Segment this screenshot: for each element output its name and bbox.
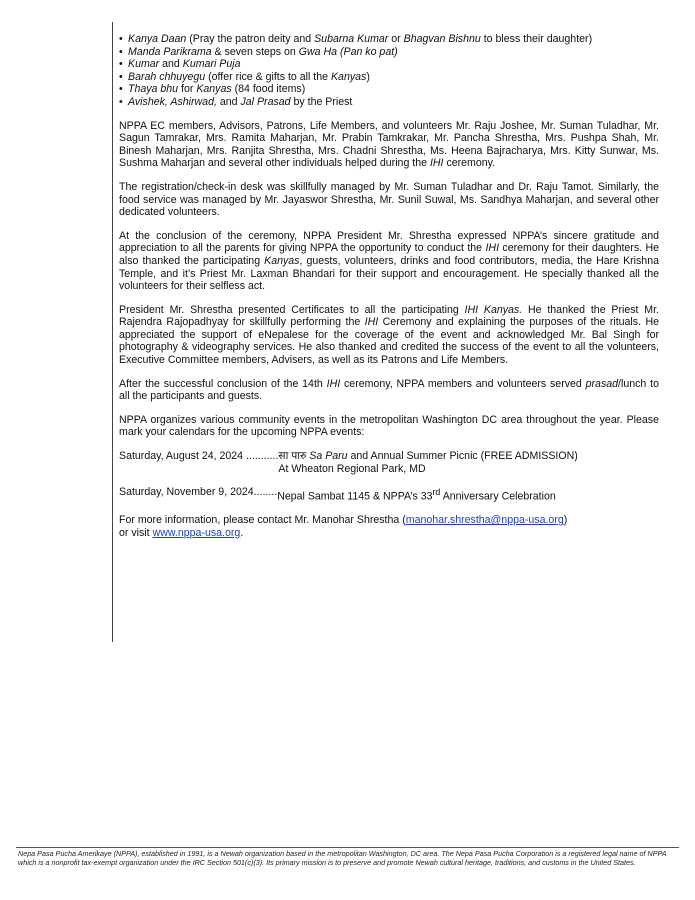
- text-run: After the successful conclusion of the 14th: [119, 377, 327, 390]
- text-run: NPPA organizes various community events in the metropolitan Washington DC area throughout the year. Please mark your calendars for the upcoming NPPA events:: [119, 413, 659, 439]
- event-date: Saturday, November 9, 2024........: [119, 486, 278, 499]
- contact-text: ): [563, 514, 568, 527]
- event-description: [277, 486, 659, 503]
- ritual-item: [119, 46, 659, 59]
- text-run: and: [216, 95, 241, 108]
- italic-term: Kanyas: [330, 70, 367, 83]
- footer-note: Nepa Pasa Pucha Amerikaye (NPPA), established in 1991, is a Newah organization based in the metropolitan Washington, DC area. The Nepa Pasa Pucha Corporation is a registered legal name of NPPA which is a nonprofit tax-exempt organization under the IRC Section 501(c)(3). Its primary mission is to preserve and promote Newah cultural heritage, traditions, and customs in the United States.: [18, 849, 667, 867]
- italic-term: IHI: [485, 242, 500, 255]
- italic-term: Kumar: [128, 58, 160, 71]
- ritual-item: [119, 96, 659, 109]
- italic-term: Subarna Kumar: [314, 33, 389, 45]
- italic-term: Bhagvan Bishnu: [403, 33, 481, 45]
- text-run: (Pray the patron deity and: [186, 33, 315, 45]
- contact-paragraph: [119, 514, 659, 539]
- text-run: At the conclusion of the ceremony, NPPA President Mr. Shrestha expressed NPPA’s sincere gratitude and appreciation to all the parents for giving NPPA the opportunity to conduct the: [119, 229, 659, 255]
- italic-term: IHI: [429, 157, 444, 170]
- paragraph: [119, 304, 659, 367]
- left-vertical-rule: [112, 22, 113, 642]
- event-name: Sa Paru: [309, 450, 348, 463]
- text-run: & seven steps on: [211, 45, 299, 58]
- italic-term: Kanya Daan: [128, 33, 187, 45]
- event-details: and Annual Summer Picnic (FREE ADMISSION): [347, 450, 578, 463]
- italic-term: Barah chhuyegu: [128, 70, 206, 83]
- text-run: NPPA EC members, Advisors, Patrons, Life Members, and volunteers Mr. Raju Joshee, Mr. Suman Tuladhar, Mr. Sagun Tamrakar, Mrs. Ramita Maharjan, Mr. Prabin Tamkrakar, Mr. Pancha Shrestha, Mrs. Pushpa Shah, Mr. Binesh Maharjan, Mrs. Ranjita Shrestha, Mrs. Chadni Shrestha, Ms. Heena Bajracharya, Mrs. Kitty Sunwar, Ms. Sushma Maharjan and several other individuals helped during the: [119, 119, 659, 170]
- event-sa-paru: [119, 450, 659, 475]
- italic-term: Avishek, Ashirwad,: [128, 95, 217, 108]
- text-run: to bless their daughter): [480, 33, 593, 45]
- text-run: ): [366, 70, 370, 83]
- event-description: [278, 450, 659, 475]
- italic-term: Thaya bhu: [128, 83, 179, 96]
- website-link[interactable]: www.nppa-usa.org: [152, 526, 241, 539]
- ritual-item: [119, 58, 659, 71]
- event-date: Saturday, August 24, 2024 ...........: [119, 450, 279, 463]
- event-location: At Wheaton Regional Park, MD: [278, 462, 426, 475]
- text-run: President Mr. Shrestha presented Certificates to all the participating: [119, 303, 465, 316]
- ordinal-suffix: rd: [432, 487, 441, 498]
- italic-term: Kanyas: [264, 254, 300, 267]
- event-text: Anniversary Celebration: [440, 490, 556, 503]
- email-link[interactable]: manohar.shrestha@nppa-usa.org: [405, 514, 564, 527]
- paragraph: [119, 230, 659, 293]
- contact-text: or visit: [119, 526, 153, 539]
- contact-text: For more information, please contact Mr. Manohar Shrestha (: [119, 514, 406, 527]
- text-run: He thanked the Priest Mr. Rajendra Rajopadhyay for skillfully performing the: [119, 303, 659, 329]
- text-run: ceremony.: [443, 157, 496, 170]
- text-run: ceremony for their daughters. He also thanked the participating: [119, 242, 659, 267]
- text-run: Ceremony and explaining the purposes of the rituals. He appreciated the support of eNepalese for the coverage of the event and acknowledged Mr. Bal Singh for photography & videography services. He also thanked and credited the success of the event to all the volunteers, Executive Committee members, Advisers, as well as its Patrons and Life Members.: [119, 316, 659, 367]
- text-run: /lunch to all the participants and guests.: [119, 377, 659, 403]
- text-run: (84 food items): [231, 83, 306, 96]
- italic-term: Kanyas: [196, 83, 232, 96]
- paragraph: [119, 378, 659, 403]
- text-run: The registration/check-in desk was skillfully managed by Mr. Suman Tuladhar and Dr. Raju Tamot. Similarly, the food service was managed by Mr. Jayaswor Shrestha, Mr. Sunil Suwal, Ms. Sandhya Maharjan, and several other dedicated volunteers.: [119, 180, 659, 219]
- event-text: Nepal Sambat 1145 & NPPA’s 33: [277, 490, 433, 503]
- italic-term: IHI Kanyas.: [464, 303, 523, 316]
- body-paragraphs: [119, 120, 659, 439]
- italic-term: Kumari Puja: [182, 58, 241, 71]
- italic-term: IHI: [326, 377, 341, 390]
- italic-term: Gwa Ha (Pan ko pat): [298, 45, 398, 58]
- italic-term: Jal Prasad: [240, 95, 291, 108]
- italic-term: prasad: [585, 377, 619, 390]
- text-run: ceremony, NPPA members and volunteers served: [340, 377, 586, 390]
- contact-text: .: [240, 526, 244, 539]
- paragraph: [119, 181, 659, 219]
- text-run: , guests, volunteers, drinks and food contributors, media, the Hare Krishna Temple, and it’s Priest Mr. Laxman Bhandari for their support and encouragement. He specially thanked all the volunteers for their selfless act.: [119, 254, 659, 293]
- document-body: [119, 33, 659, 551]
- italic-term: Manda Parikrama: [128, 45, 212, 58]
- paragraph: [119, 414, 659, 439]
- italic-term: IHI: [364, 316, 379, 329]
- text-run: or: [388, 33, 404, 45]
- text-run: for: [178, 83, 197, 96]
- footer-rule: [16, 847, 679, 848]
- devanagari-text: सा पारु: [278, 450, 310, 463]
- events-list: [119, 450, 659, 503]
- event-nepal-sambat: [119, 486, 659, 503]
- text-run: and: [159, 58, 183, 71]
- ritual-item: [119, 33, 659, 46]
- ritual-item: [119, 71, 659, 84]
- text-run: (offer rice & gifts to all the: [205, 70, 331, 83]
- ritual-list: [119, 33, 659, 109]
- text-run: by the Priest: [290, 95, 353, 108]
- ritual-item: [119, 83, 659, 96]
- paragraph: [119, 120, 659, 170]
